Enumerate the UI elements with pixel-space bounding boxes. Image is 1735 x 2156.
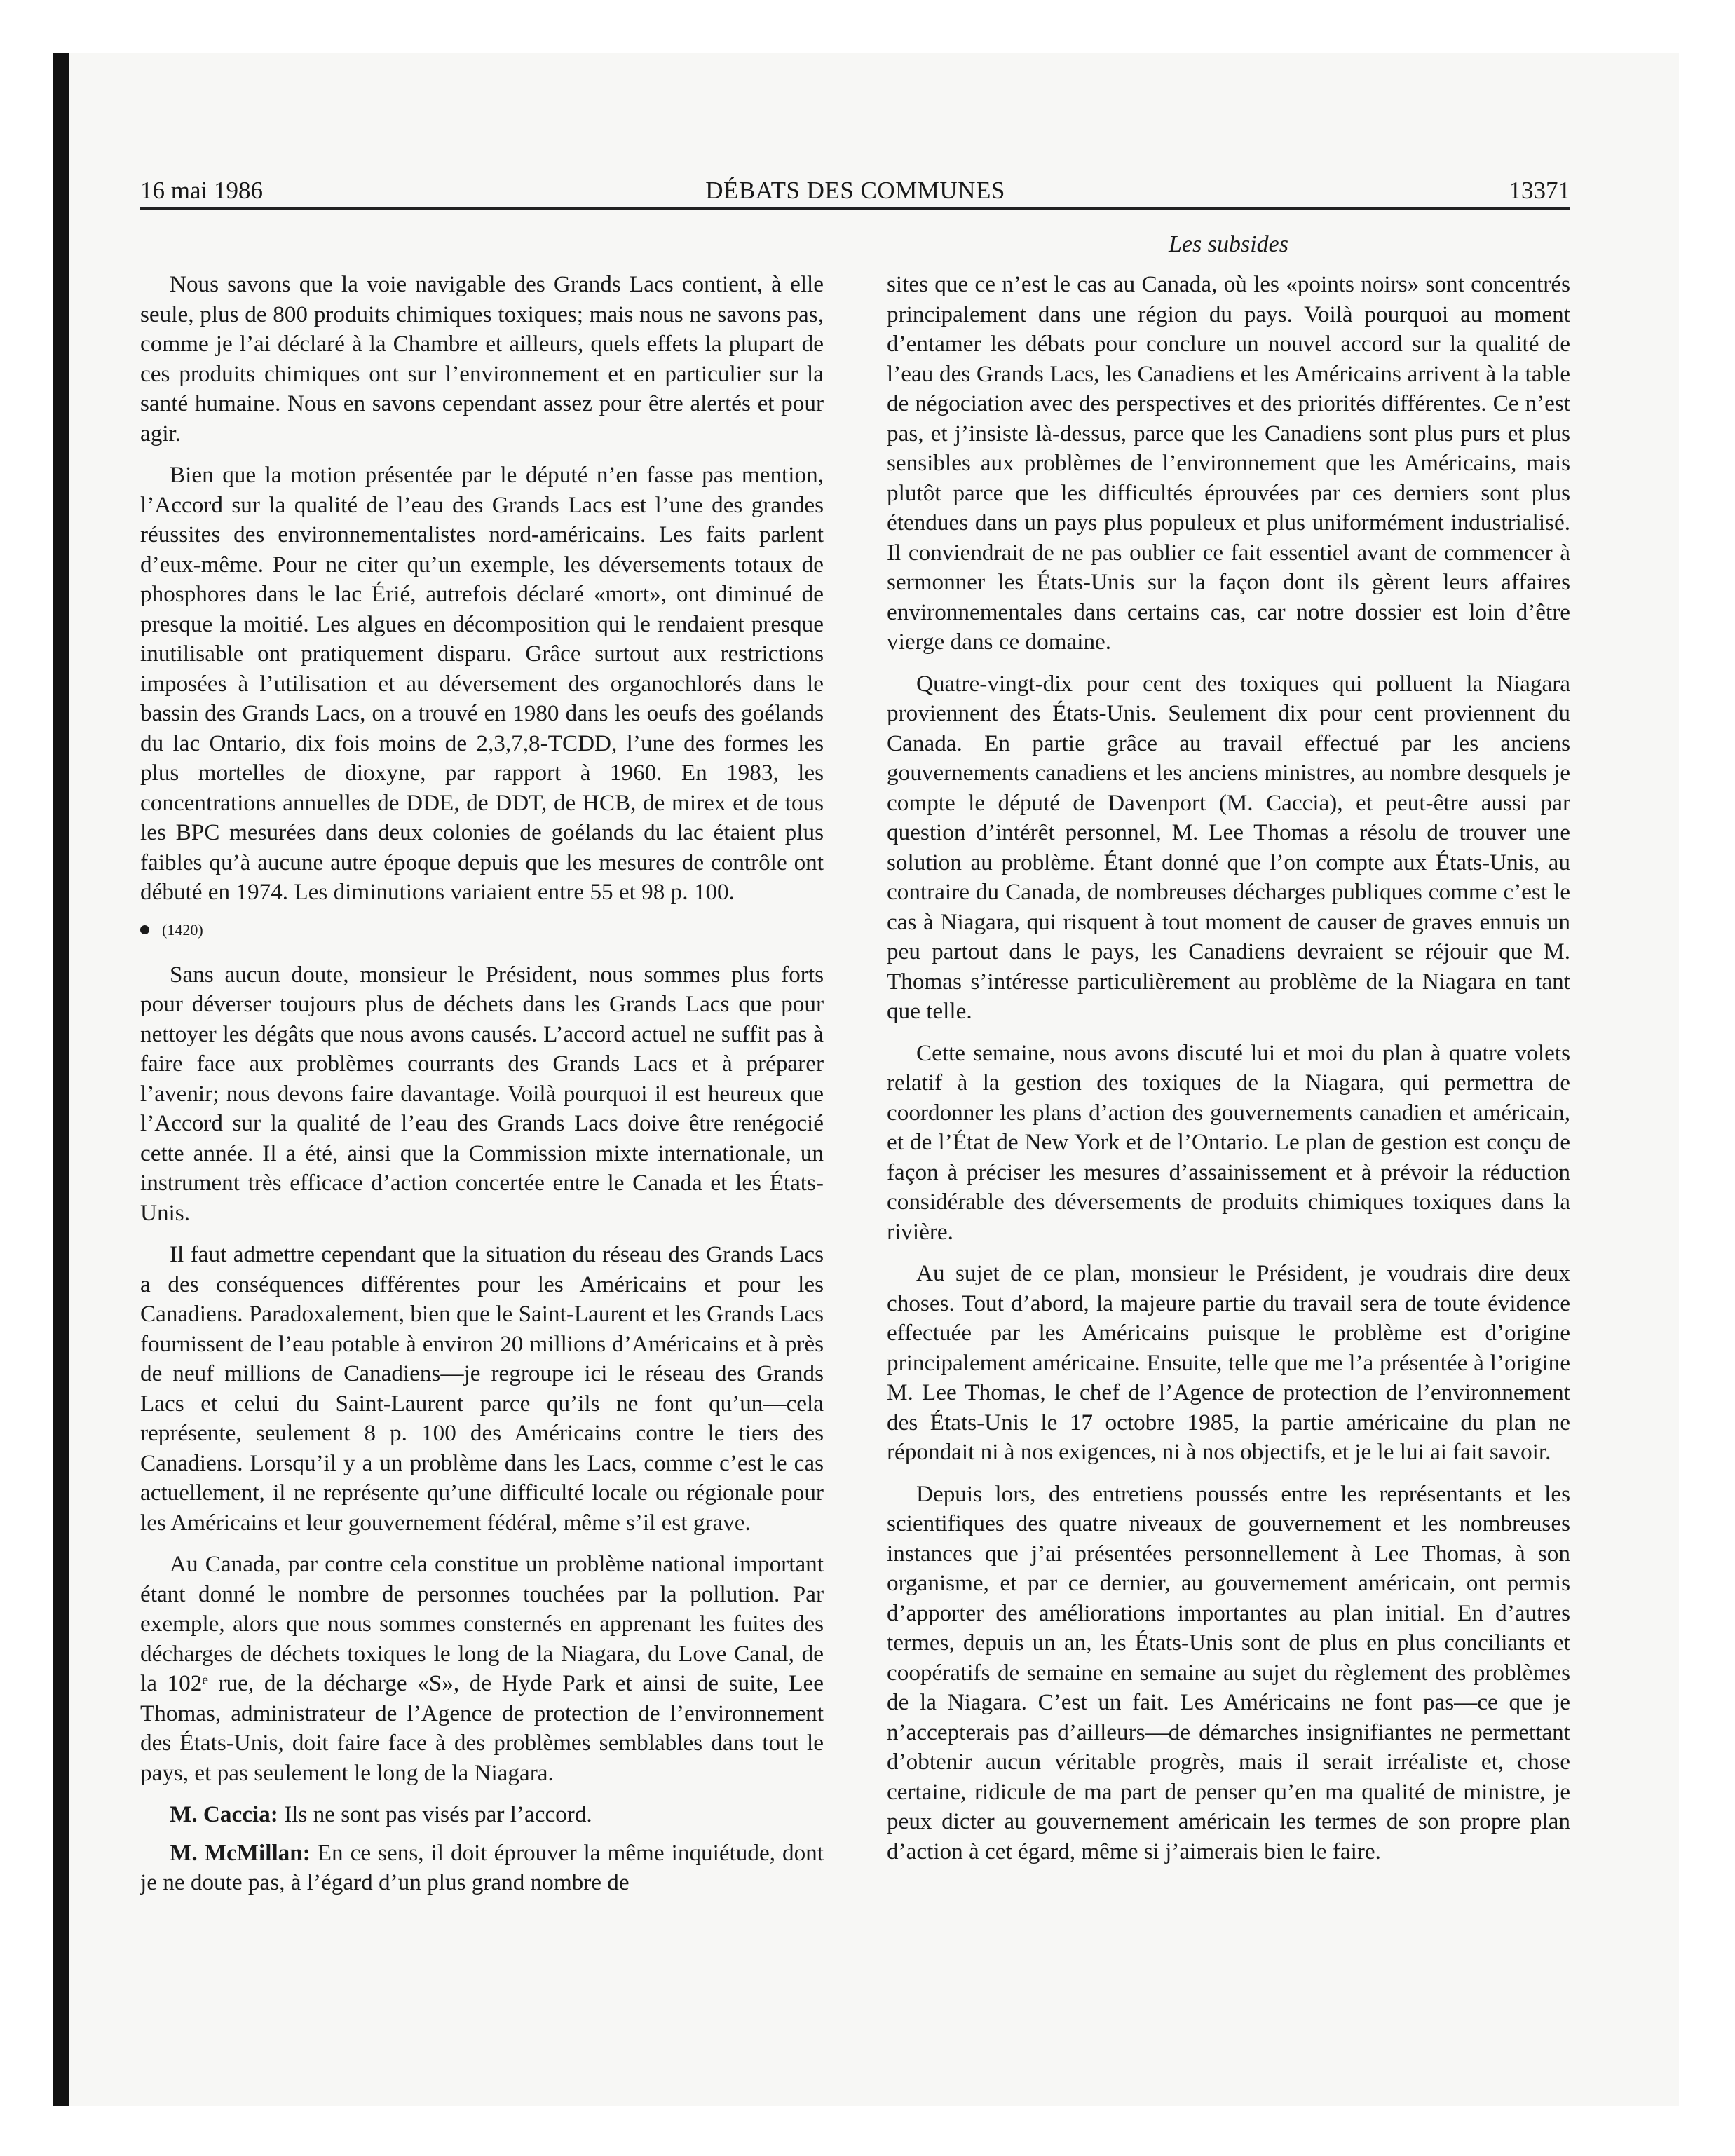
speaker-name: M. Caccia: (170, 1801, 278, 1827)
header-date: 16 mai 1986 (140, 177, 263, 204)
running-header (140, 175, 1570, 210)
header-title: DÉBATS DES COMMUNES (705, 177, 1005, 204)
section-subhead: Les subsides (1169, 231, 1288, 257)
speaker-paragraph (140, 1800, 824, 1830)
speaker-paragraph (140, 1838, 824, 1898)
paragraph: Cette semaine, nous avons discuté lui et moi du plan à quatre volets relatif à la gestion des toxiques de la Niagara, qui permettra de coordonner les plans d’action des gouvernements canadien et américain, et de l’État de New York et de l’Ontario. Le plan de gestion est conçu de façon à préciser les mesures d’assainissement et à prévoir la réduction considérable des déversements de produits chimiques toxiques dans la rivière. (887, 1039, 1570, 1245)
speaker-name: M. McMillan: (170, 1839, 311, 1866)
time-marker-label: (1420) (162, 920, 203, 939)
bullet-icon (140, 925, 149, 934)
paragraph: Nous savons que la voie navigable des Grands Lacs contient, à elle seule, plus de 800 produits chimiques toxiques; mais nous ne savons pas, comme je l’ai déclaré à la Chambre et ailleurs, quels effets la plupart de ces produits chimiques ont sur l’environnement et en particulier sur la santé humaine. Nous en savons cependant assez pour être alertés et pour agir. (140, 271, 824, 446)
time-marker (140, 920, 824, 941)
left-column (140, 270, 824, 1906)
speaker-text: Ils ne sont pas visés par l’accord. (278, 1801, 592, 1827)
paragraph: Au Canada, par contre cela constitue un problème national important étant donné le nombre de personnes touchées par la pollution. Par exemple, alors que nous sommes consternés en apprenant les fuites des décharges de déchets toxiques le long de la Niagara, du Love Canal, de la 102ᵉ rue, de la décharge «S», de Hyde Park et ainsi de suite, Lee Thomas, administrateur de l’Agence de protection de l’environnement des États-Unis, doit faire face à des problèmes semblables dans tout le pays, et pas seulement le long de la Niagara. (140, 1551, 824, 1786)
header-page-number: 13371 (1509, 177, 1570, 204)
paragraph: Sans aucun doute, monsieur le Président, nous sommes plus forts pour déverser toujours plus de déchets dans les Grands Lacs que pour nettoyer les dégâts que nous avons causés. L’accord actuel ne suffit pas à faire face aux problèmes courrants des Grands Lacs et à préparer l’avenir; nous devons faire davantage. Voilà pourquoi il est heureux que l’Accord sur la qualité de l’eau des Grands Lacs doive être renégocié cette année. Il a été, ainsi que la Commission mixte internationale, un instrument très efficace d’action concertée entre le Canada et les États-Unis. (140, 961, 824, 1226)
paragraph: Quatre-vingt-dix pour cent des toxiques qui polluent la Niagara proviennent des États-Unis. Seulement dix pour cent proviennent du Canada. En partie grâce au travail effectué par les anciens gouvernements canadiens et les anciens ministres, au nombre desquels je compte le député de Davenport (M. Caccia), et peut-être aussi par question d’intérêt personnel, M. Lee Thomas a résolu de trouver une solution au problème. Étant donné que l’on compte aux États-Unis, au contraire du Canada, de nombreuses décharges publiques comme c’est le cas à Niagara, qui risquent à tout moment de causer de graves ennuis un peu partout dans le pays, les Canadiens devraient se réjouir que M. Thomas s’intéresse particulièrement au problème de la Niagara en tant que telle. (887, 670, 1570, 1024)
speaker-text: En ce sens, il doit éprouver la même inquiétude, dont je ne doute pas, à l’égard d’un plus grand nombre de (140, 1839, 824, 1895)
paragraph: Il faut admettre cependant que la situation du réseau des Grands Lacs a des conséquences différentes pour les Américains et pour les Canadiens. Paradoxalement, bien que le Saint-Laurent et les Grands Lacs fournissent de l’eau potable à environ 20 millions d’Américains et à près de neuf millions de Canadiens—je regroupe ici le réseau des Grands Lacs et celui du Saint-Laurent parce qu’ils ne font qu’un—cela représente, seulement 8 p. 100 des Américains contre le tiers des Canadiens. Lorsqu’il y a un problème dans les Lacs, comme c’est le cas actuellement, il ne représente qu’une difficulté locale ou régionale pour les Américains et leur gouvernement fédéral, même s’il est grave. (140, 1241, 824, 1536)
paragraph: Bien que la motion présentée par le député n’en fasse pas mention, l’Accord sur la qualité de l’eau des Grands Lacs est l’une des grandes réussites des environnementalistes nord-américains. Les faits parlent d’eux-même. Pour ne citer qu’un exemple, les déversements totaux de phosphores dans le lac Érié, autrefois déclaré «mort», ont diminué de presque la moitié. Les algues en décomposition qui le rendaient presque inutilisable ont pratiquement disparu. Grâce surtout aux restrictions imposées à l’utilisation et au déversement des organochlorés dans le bassin des Grands Lacs, on a trouvé en 1980 dans les oeufs des goélands du lac Ontario, dix fois moins de 2,3,7,8-TCDD, l’une des formes les plus mortelles de dioxyne, par rapport à 1960. En 1983, les concentrations annuelles de DDE, de DDT, de HCB, de mirex et de tous les BPC mesurées dans deux colonies de goélands du lac étaient plus faibles qu’à aucune autre époque depuis que les mesures de contrôle ont débuté en 1974. Les diminutions variaient entre 55 et 98 p. 100. (140, 462, 824, 905)
document-page (140, 175, 1570, 1895)
paragraph: sites que ce n’est le cas au Canada, où les «points noirs» sont concentrés principalement dans une région du pays. Voilà pourquoi au moment d’entamer les débats pour conclure un nouvel accord sur la qualité de l’eau des Grands Lacs, les Canadiens et les Américains arrivent à la table de négociation avec des perspectives et des priorités différentes. Ce n’est pas, et j’insiste là-dessus, parce que les Canadiens sont plus purs et plus sensibles aux problèmes de l’environnement que les Américains, mais plutôt parce que les difficultés éprouvées par ces derniers sont plus étendues dans un pays plus populeux et plus uniformément industrialisé. Il conviendrait de ne pas oublier ce fait essentiel avant de commencer à sermonner les États-Unis sur la façon dont ils gèrent leurs affaires environnementales dans certains cas, car notre dossier est loin d’être vierge dans ce domaine. (887, 271, 1570, 655)
paragraph: Au sujet de ce plan, monsieur le Président, je voudrais dire deux choses. Tout d’abord, la majeure partie du travail sera de toute évidence effectuée par les Américains puisque le problème est d’origine principalement américaine. Ensuite, telle que me l’a présentée à l’origine M. Lee Thomas, le chef de l’Agence de protection de l’environnement des États-Unis le 17 octobre 1985, la partie américaine du plan ne répondait ni à nos exigences, ni à nos objectifs, et je le lui ai fait savoir. (887, 1260, 1570, 1465)
paragraph: Depuis lors, des entretiens poussés entre les représentants et les scientifiques des quatre niveaux de gouvernement et les nombreuses instances que j’ai présentées personnellement à Lee Thomas, à son organisme, et par ce dernier, au gouvernement américain, ont permis d’apporter des améliorations importantes au plan initial. En d’autres termes, depuis un an, les États-Unis sont de plus en plus conciliants et coopératifs de semaine en semaine au sujet du règlement des problèmes de la Niagara. C’est un fait. Les Américains ne font pas—ce que je n’accepterais pas d’ailleurs—de démarches insignifiantes ne permettant d’obtenir aucun véritable progrès, mais il serait irréaliste et, chose certaine, ridicule de ma part de penser qu’en ma qualité de ministre, je peux dicter au gouvernement américain les termes de son propre plan d’action à cet égard, même si j’aimerais bien le faire. (887, 1480, 1570, 1864)
binding-edge (53, 53, 69, 2106)
right-column (887, 270, 1570, 1878)
